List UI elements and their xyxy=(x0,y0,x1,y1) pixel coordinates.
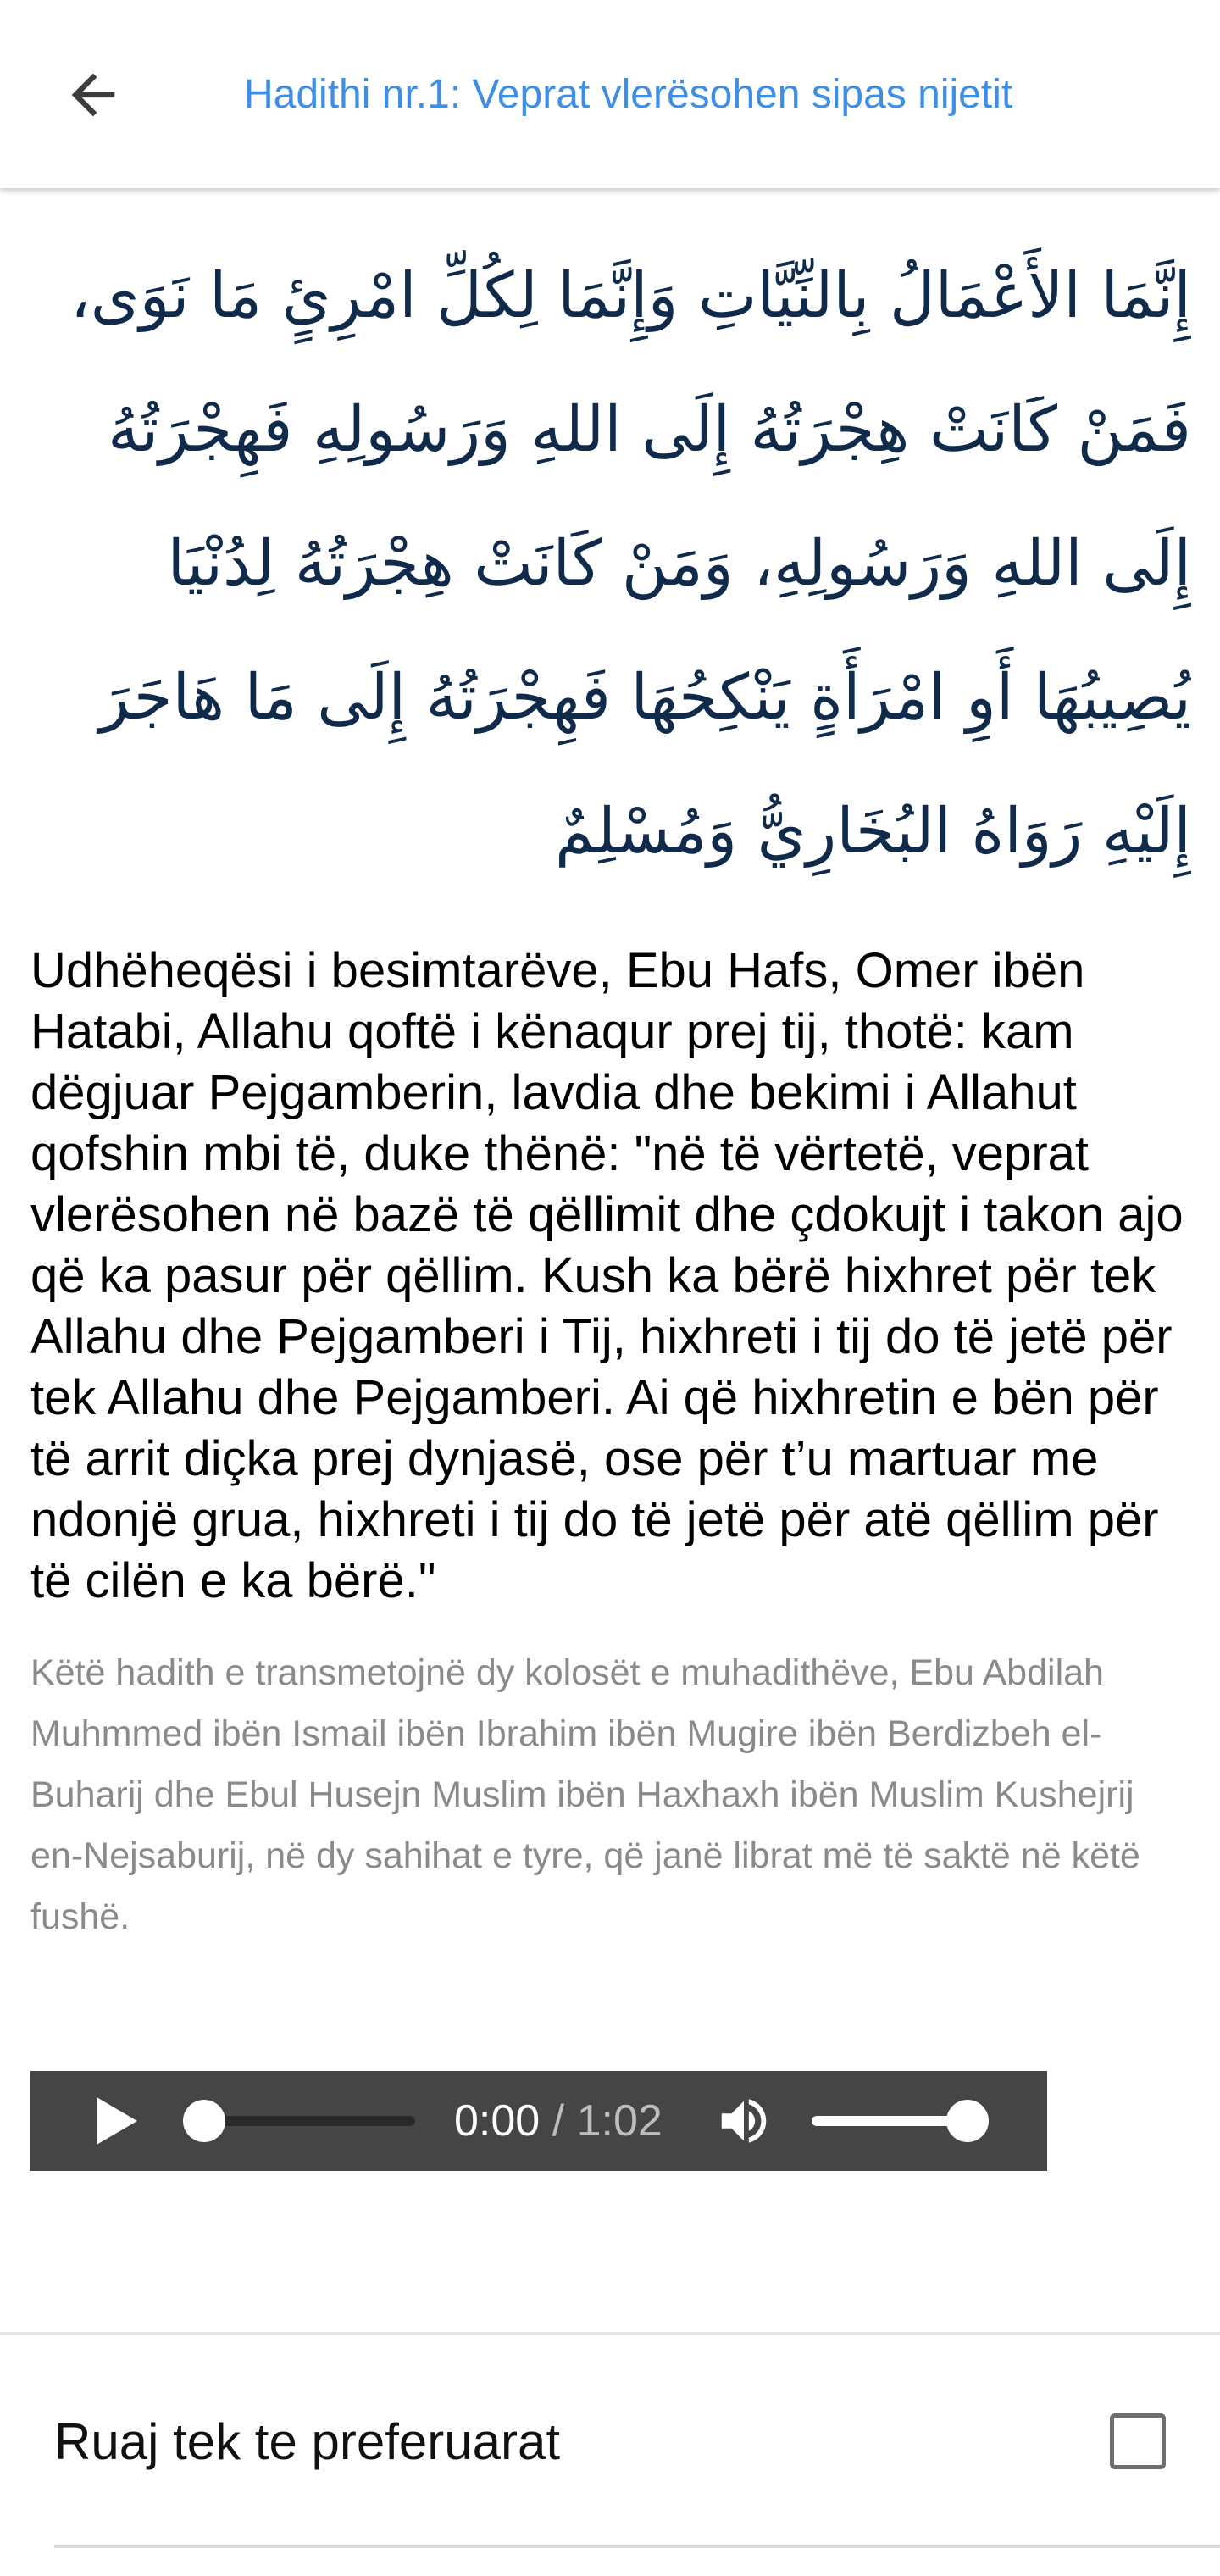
seek-thumb[interactable] xyxy=(183,2100,225,2142)
volume-slider[interactable] xyxy=(812,2116,964,2126)
arrow-left-icon xyxy=(61,63,125,127)
volume-thumb[interactable] xyxy=(946,2100,989,2142)
favorite-checkbox[interactable] xyxy=(1110,2413,1166,2469)
current-time: 0:00 xyxy=(454,2096,541,2146)
volume-fill xyxy=(812,2116,964,2126)
play-button[interactable] xyxy=(90,2094,144,2148)
duration: 1:02 xyxy=(576,2096,663,2146)
favorite-row[interactable] xyxy=(54,2335,1190,2547)
volume-icon xyxy=(714,2091,774,2151)
favorite-label: Ruaj tek te preferuarat xyxy=(54,2412,560,2470)
page-title: Hadithi nr.1: Veprat vlerësohen sipas nijetit xyxy=(244,72,1013,117)
hadith-content xyxy=(30,229,1191,1947)
audio-player xyxy=(30,2071,1047,2171)
mute-button[interactable] xyxy=(713,2090,774,2151)
source-note: Këtë hadith e transmetojnë dy kolosët e muhadithëve, Ebu Abdilah Muhmmed ibën Ismail ibën Ibrahim ibën Mugire ibën Berdizbeh el-Buharij dhe Ebul Husejn Muslim ibën Haxhaxh ibën Muslim Kushejrij en-Nejsaburij, në dy sahihat e tyre, që janë librat më të saktë në këtë fushë. xyxy=(30,1652,1140,1937)
seek-slider[interactable] xyxy=(195,2116,415,2126)
arabic-text: إِنَّمَا الأَعْمَالُ بِالنِّيَّاتِ وَإِنَّمَا لِكُلِّ امْرِئٍ مَا نَوَى، فَمَنْ كَانَتْ هِجْرَتُهُ إِلَى اللهِ وَرَسُولِهِ فَهِجْرَتُهُ إِلَى اللهِ وَرَسُولِهِ، وَمَنْ كَانَتْ هِجْرَتُهُ لِدُنْيَا يُصِيبُهَا أَوِ امْرَأَةٍ يَنْكِحُهَا فَهِجْرَتُهُ إِلَى مَا هَاجَرَ إِلَيْهِ رَوَاهُ البُخَارِيُّ وَمُسْلِمٌ xyxy=(69,259,1191,868)
app-bar xyxy=(0,0,1220,188)
translation-text: Udhëheqësi i besimtarëve, Ebu Hafs, Omer ibën Hatabi, Allahu qoftë i kënaqur prej tij, thotë: kam dëgjuar Pejgamberin, lavdia dhe bekimi i Allahut qofshin mbi të, duke thënë: "në të vërtetë, veprat vlerësohen në bazë të qëllimit dhe çdokujt i takon ajo që ka pasur për qëllim. Kush ka bërë hixhret për tek Allahu dhe Pejgamberi i Tij, hixhreti i tij do të jetë për tek Allahu dhe Pejgamberi. Ai që hixhretin e bën për të arrit diçka prej dynjasë, ose për t’u martuar me ndonjë grua, hixhreti i tij do të jetë për atë qëllim për të cilën e ka bërë." xyxy=(30,943,1184,1608)
back-button[interactable] xyxy=(51,53,136,137)
time-separator: / xyxy=(552,2096,565,2146)
divider xyxy=(54,2545,1220,2548)
time-display xyxy=(454,2096,663,2146)
play-icon xyxy=(93,2096,141,2146)
